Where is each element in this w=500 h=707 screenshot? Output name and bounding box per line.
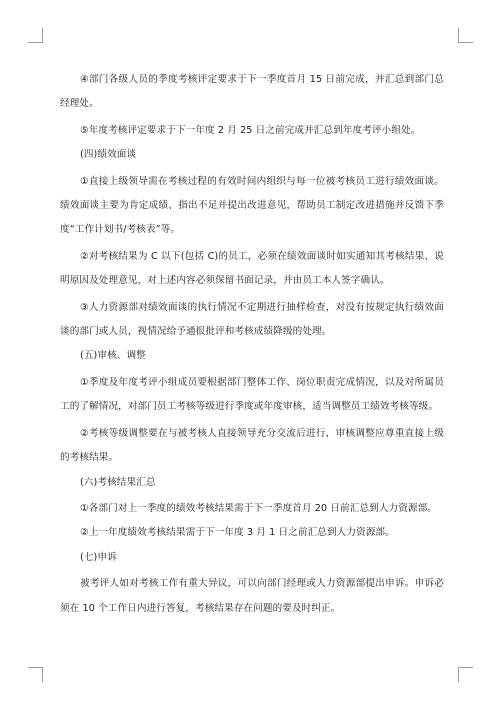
- crop-mark-top-right: [458, 28, 473, 43]
- paragraph-annual-evaluation-deadline: ⑤年度考核评定要求于下一年度 2 月 25 日之前完成并汇总到年度考评小组处。: [80, 124, 421, 136]
- paragraph-adjustment-communication: ②考核等级调整要在与被考核人直接领导充分交流后进行，审核调整应尊重直接上级的考核结果。: [60, 427, 444, 464]
- document-body: [60, 68, 444, 621]
- paragraph-grade-c-interview: ②对考核结果为 C 以下(包括 C)的员工，必须在绩效面谈时如实通知其考核结果、说明原因及处理意见，对上述内容必须保留书面记录，并由员工本人签字确认。: [60, 250, 444, 287]
- paragraph-appeal-process: 被考评人如对考核工作有重大异议，可以向部门经理或人力资源部提出申诉。申诉必须在 10 个工作日内进行答复，考核结果存在问题的要及时纠正。: [60, 578, 444, 614]
- crop-mark-bottom-left: [28, 667, 43, 682]
- paragraph-quarterly-results-submission: ①各部门对上一季度的绩效考核结果需于下一季度首月 20 日前汇总到人力资源部。: [80, 502, 437, 514]
- paragraph-hr-spot-check: ③人力资源部对绩效面谈的执行情况不定期进行抽样检查，对没有按规定执行绩效面谈的部门或人员，视情况给予通报批评和考核成绩降级的处理。: [60, 301, 444, 338]
- section-heading-appeal: (七)申诉: [80, 551, 117, 563]
- section-heading-results-summary: (六)考核结果汇总: [80, 476, 156, 488]
- paragraph-quarterly-evaluation-deadline: ④部门各级人员的季度考核评定要求于下一季度首月 15 日前完成，并汇总到部门总经理处。: [60, 74, 444, 110]
- paragraph-annual-results-submission: ②上一年度绩效考核结果需于下一年度 3 月 1 日之前汇总到人力资源部。: [80, 527, 395, 539]
- crop-mark-bottom-right: [458, 667, 473, 682]
- paragraph-review-by-panel: ①季度及年度考评小组成员要根据部门整体工作、岗位职责完成情况，以及对所属员工的了解情况，对部门员工考核等级进行季度或年度审核，适当调整员工绩效考核等级。: [60, 376, 444, 413]
- section-heading-review-adjustment: (五)审核、调整: [80, 350, 146, 362]
- paragraph-interview-organization: ①直接上级领导需在考核过程的有效时间内组织与每一位被考核员工进行绩效面谈。绩效面谈主要为肯定成绩、指出不足并提出改进意见，帮助员工制定改进措施并反馈下季度“工作计划书/考核表”等。: [60, 175, 444, 236]
- section-heading-performance-interview: (四)绩效面谈: [80, 149, 137, 161]
- crop-mark-top-left: [28, 28, 43, 43]
